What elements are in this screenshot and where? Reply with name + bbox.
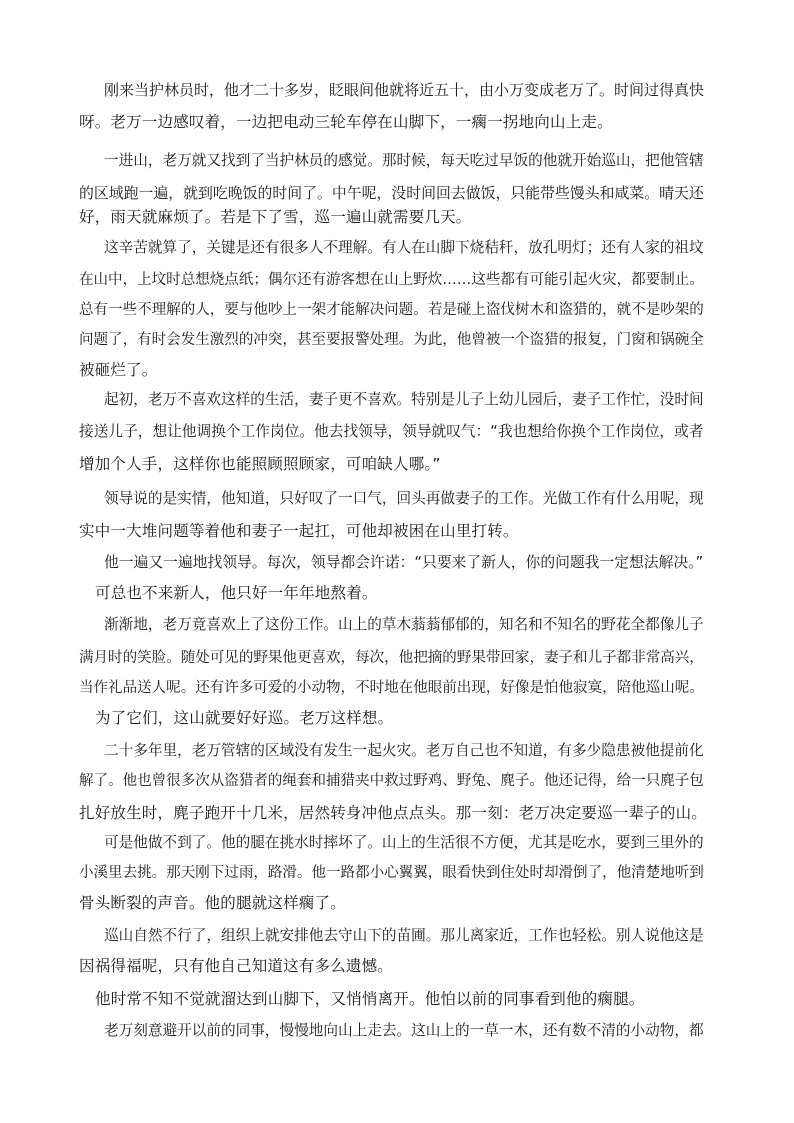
text-line: 可总也不来新人，他只好一年年地熬着。 <box>95 584 378 602</box>
text-line: 当作礼品送人呢。还有许多可爱的小动物，不时地在他眼前出现，好像是怕他寂寞，陪他巡山呢。 <box>79 680 704 696</box>
text-line: 巡山自然不行了，组织上就安排他去守山下的苗圃。那儿离家近，工作也轻松。别人说他这是 <box>104 927 704 944</box>
text-line: 渐渐地，老万竟喜欢上了这份工作。山上的草木蓊蓊郁郁的，知名和不知名的野花全都像儿子 <box>104 616 704 633</box>
text-line: 领导说的是实情，他知道，只好叹了一口气，回头再做妻子的工作。光做工作有什么用呢，现 <box>104 490 704 507</box>
text-line: 在山中，上坟时总想烧点纸；偶尔还有游客想在山上野炊……这些都有可能引起火灾，都要制止。 <box>79 272 704 288</box>
text-line: 满月时的笑脸。随处可见的野果他更喜欢，每次，他把摘的野果带回家，妻子和儿子都非常高兴， <box>79 650 704 666</box>
text-line: 呀。老万一边感叹着，一边把电动三轮车停在山脚下，一瘸一拐地向山上走。 <box>79 113 613 131</box>
text-line: 被砸烂了。 <box>79 361 158 379</box>
text-line: 可是他做不到了。他的腿在挑水时摔坏了。山上的生活很不方便，尤其是吃水，要到三里外的 <box>104 834 704 851</box>
text-line: 接送儿子，想让他调换个工作岗位。他去找领导，领导就叹气：“我也想给你换个工作岗位，或者 <box>79 423 704 440</box>
text-line: 好，雨天就麻烦了。若是下了雪，巡一遍山就需要几天。 <box>79 208 472 226</box>
text-line: 问题了，有时会发生激烈的冲突，甚至要报警处理。为此，他曾被一个盗猎的报复，门窗和锅碗全 <box>79 332 704 348</box>
text-line: 他时常不知不觉就溜达到山脚下，又悄悄离开。他怕以前的同事看到他的瘸腿。 <box>95 990 645 1008</box>
text-line: 这辛苦就算了，关键是还有很多人不理解。有人在山脚下烧秸秆，放孔明灯；还有人家的祖坟 <box>104 239 704 256</box>
text-line: 实中一大堆问题等着他和妻子一起扛，可他却被困在山里打转。 <box>79 522 519 540</box>
text-line: 小溪里去挑。那天刚下过雨，路滑。他一路都小心翼翼，眼看快到住处时却滑倒了，他清楚地听到 <box>79 865 704 881</box>
text-line: 扎好放生时，麂子跑开十几米，居然转身冲他点点头。那一刻：老万决定要巡一辈子的山。 <box>79 804 708 822</box>
text-line: 老万刻意避开以前的同事，慢慢地向山上走去。这山上的一草一木，还有数不清的小动物，都 <box>104 1022 704 1039</box>
text-line: 解了。他也曾很多次从盗猎者的绳套和捕猎夹中救过野鸡、野兔、麂子。他还记得，给一只麂子包 <box>79 773 704 789</box>
text-line: 的区域跑一遍，就到吃晚饭的时间了。中午呢，没时间回去做饭，只能带些馒头和咸菜。晴天还 <box>79 184 704 202</box>
text-line: 骨头断裂的声音。他的腿就这样瘸了。 <box>79 894 346 912</box>
text-line: 一进山，老万就又找到了当护林员的感觉。那时候，每天吃过早饭的他就开始巡山，把他管辖 <box>104 152 704 169</box>
text-line: 总有一些不理解的人，要与他吵上一架才能解决问题。若是碰上盗伐树木和盗猎的，就不是吵架的 <box>79 302 704 318</box>
text-line: 他一遍又一遍地找领导。每次，领导都会许诺：“只要来了新人，你的问题我一定想法解决。” <box>104 554 704 571</box>
text-line: 增加个人手，这样你也能照顾照顾家，可咱缺人哪。” <box>79 455 441 473</box>
text-line: 刚来当护林员时，他才二十多岁，眨眼间他就将近五十，由小万变成老万了。时间过得真快 <box>104 81 705 99</box>
text-line: 起初，老万不喜欢这样的生活，妻子更不喜欢。特别是儿子上幼儿园后，妻子工作忙，没时间 <box>104 391 704 408</box>
text-line: 因祸得福呢，只有他自己知道这有多么遗憾。 <box>79 957 394 975</box>
text-line: 二十多年里，老万管辖的区域没有发生一起火灾。老万自己也不知道，有多少隐患被他提前化 <box>104 742 704 759</box>
text-line: 为了它们，这山就要好好巡。老万这样想。 <box>95 709 394 727</box>
